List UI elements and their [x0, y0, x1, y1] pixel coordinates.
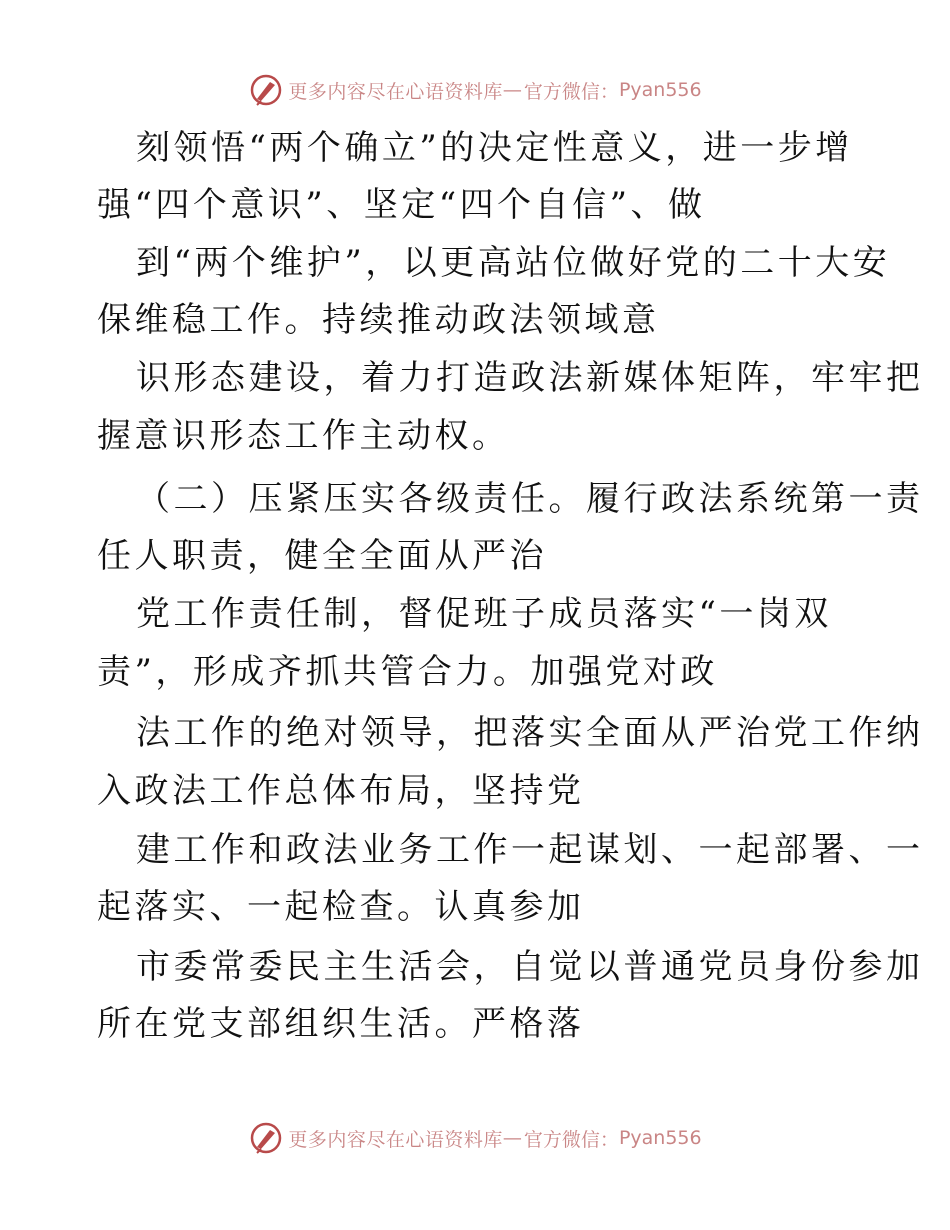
text-line: 保维稳工作。持续推动政法领域意 — [97, 300, 660, 340]
text-line: 党工作责任制，督促班子成员落实“一岗双 — [136, 594, 832, 634]
text-line: 法工作的绝对领导，把落实全面从严治党工作纳 — [136, 713, 924, 753]
watermark-separator: — — [502, 79, 522, 101]
text-line: 入政法工作总体布局，坚持党 — [97, 771, 585, 811]
text-line: 任人职责，健全全面从严治 — [97, 536, 547, 576]
watermark-separator: — — [502, 1127, 522, 1149]
text-line: 识形态建设，着力打造政法新媒体矩阵，牢牢把 — [136, 358, 924, 398]
watermark-official-label: 官方微信： — [523, 80, 619, 103]
text-line: 强“四个意识”、坚定“四个自信”、做 — [97, 185, 706, 225]
watermark-text: 更多内容尽在心语资料库 — [288, 80, 503, 103]
watermark-text: 更多内容尽在心语资料库 — [288, 1128, 503, 1151]
text-line: 起落实、一起检查。认真参加 — [97, 887, 585, 927]
text-line: 所在党支部组织生活。严格落 — [97, 1004, 585, 1044]
text-line: 市委常委民主生活会，自觉以普通党员身份参加 — [136, 947, 924, 987]
watermark-official-label: 官方微信： — [523, 1128, 619, 1151]
text-line: 握意识形态工作主动权。 — [97, 416, 510, 456]
text-line: 刻领悟“两个确立”的决定性意义，进一步增 — [136, 128, 853, 168]
watermark-wechat-id: Pyan556 — [618, 1127, 702, 1149]
section-heading-line: （二）压紧压实各级责任。履行政法系统第一责 — [136, 479, 924, 519]
watermark-wechat-id: Pyan556 — [618, 79, 702, 101]
quill-pen-logo-icon — [248, 1120, 284, 1156]
text-line: 建工作和政法业务工作一起谋划、一起部署、一 — [136, 830, 924, 870]
watermark-footer — [0, 1118, 950, 1158]
text-line: 到“两个维护”，以更高站位做好党的二十大安 — [136, 243, 891, 283]
text-line: 责”，形成齐抓共管合力。加强党对政 — [97, 652, 718, 692]
